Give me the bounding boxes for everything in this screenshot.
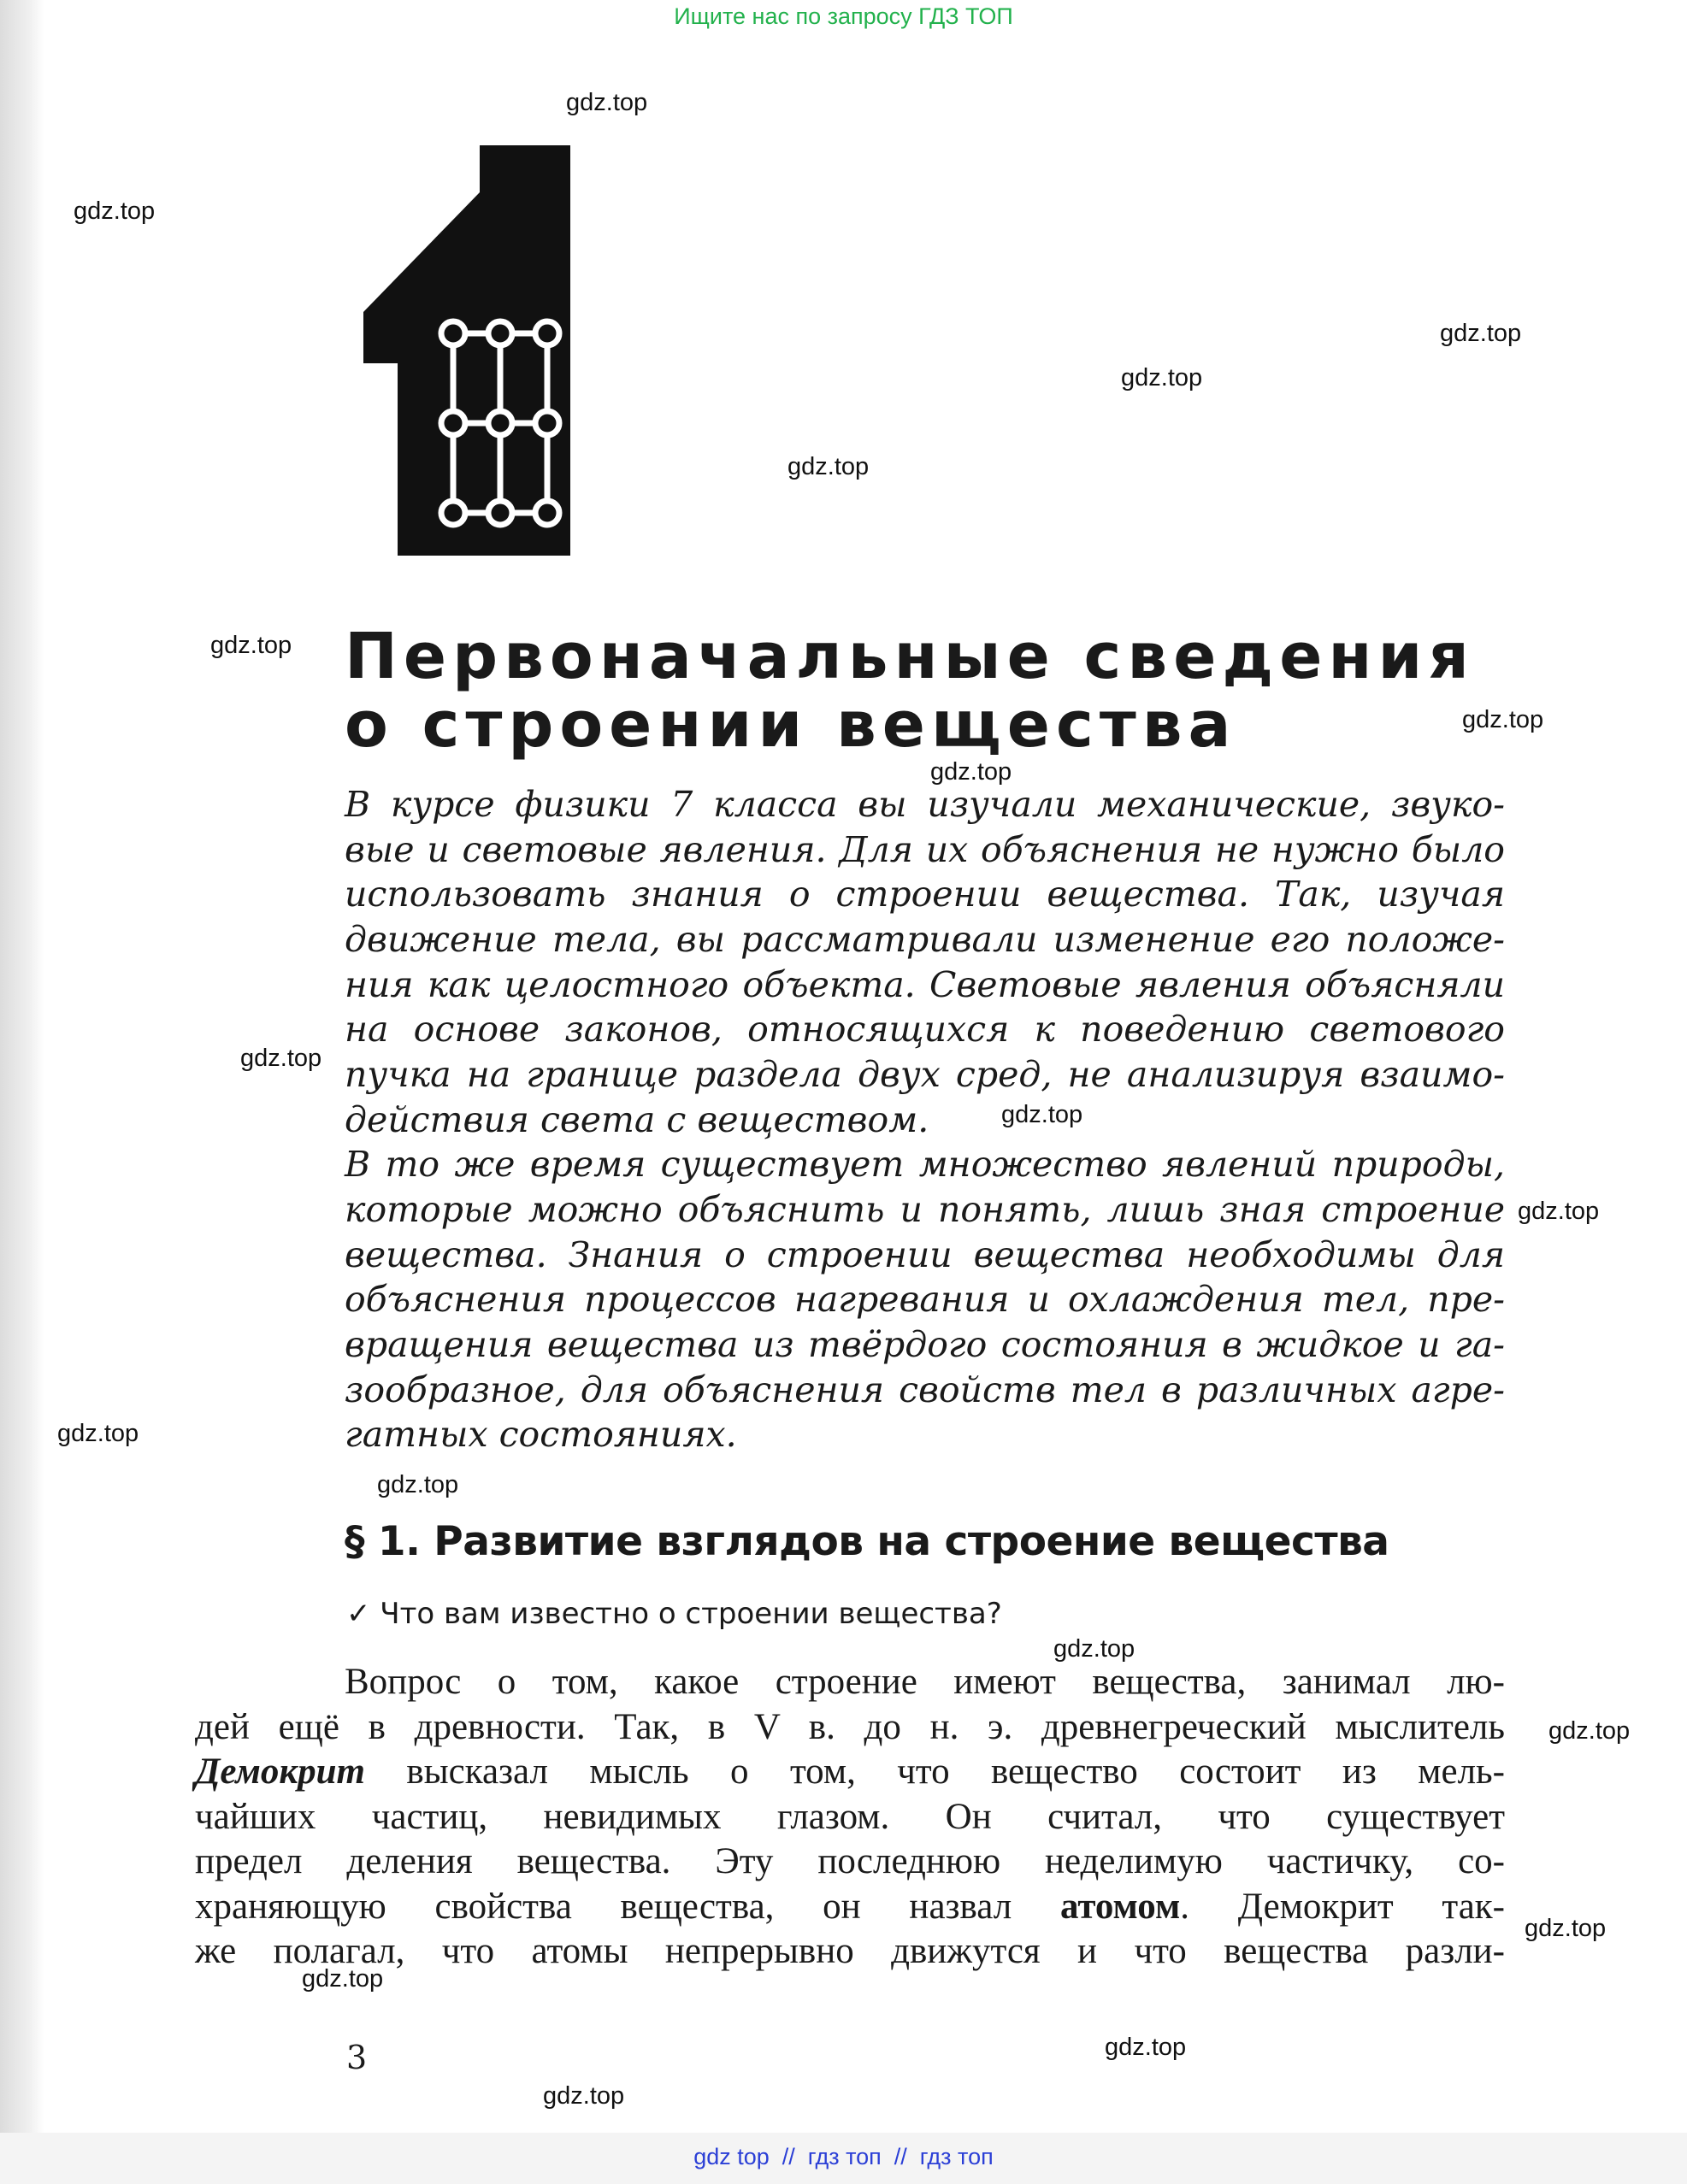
watermark: gdz.top bbox=[210, 632, 292, 659]
body-line: чайших частиц, невидимых глазом. Он считал, что существует bbox=[195, 1797, 1505, 1837]
chapter-number-shape bbox=[363, 145, 570, 556]
body-line bbox=[195, 1750, 1505, 1794]
watermark: gdz.top bbox=[1525, 1915, 1607, 1942]
body-line: дей ещё в древности. Так, в V в. до н. э. древнегреческий мыслитель bbox=[195, 1707, 1505, 1747]
watermark: gdz.top bbox=[1053, 1635, 1135, 1663]
body-line bbox=[195, 1885, 1505, 1929]
intro-line: зообразное, для объяснения свойств тел в различных агре- bbox=[345, 1369, 1505, 1410]
warmup-question: ✓ Что вам известно о строении вещества? bbox=[346, 1597, 1002, 1631]
watermark: gdz.top bbox=[1440, 320, 1522, 347]
intro-line: гатных состояниях. bbox=[345, 1414, 737, 1455]
watermark: gdz.top bbox=[1105, 2034, 1187, 2061]
body-line: Вопрос о том, какое строение имеют вещества, занимал лю- bbox=[345, 1662, 1505, 1702]
watermark: gdz.top bbox=[1121, 364, 1203, 391]
watermark: gdz.top bbox=[302, 1965, 384, 1993]
intro-line: объяснения процессов нагревания и охлаждения тел, пре- bbox=[345, 1279, 1505, 1320]
top-banner[interactable]: Ищите нас по запросу ГДЗ ТОП bbox=[674, 3, 1013, 29]
watermark: gdz.top bbox=[566, 89, 648, 116]
watermark: gdz.top bbox=[1548, 1717, 1631, 1745]
body-text-run: высказал мысль о том, что вещество состоит из мель- bbox=[365, 1751, 1505, 1792]
watermark: gdz.top bbox=[543, 2082, 625, 2110]
intro-line: ния как целостного объекта. Световые явления объясняли bbox=[345, 964, 1505, 1005]
intro-line: которые можно объяснить и понять, лишь зная строение bbox=[345, 1189, 1505, 1230]
watermark: gdz.top bbox=[377, 1471, 459, 1498]
body-text-run: храняющую свойства вещества, он назвал bbox=[195, 1887, 1060, 1927]
body-text-run: . Демокрит так- bbox=[1180, 1887, 1505, 1927]
chapter-number-logo bbox=[363, 141, 577, 560]
watermark: gdz.top bbox=[1462, 706, 1544, 733]
body-line: предел деления вещества. Эту последнюю неделимую частичку, со- bbox=[195, 1841, 1505, 1881]
intro-line: действия света с веществом. bbox=[345, 1099, 929, 1140]
section-title: § 1. Развитие взглядов на строение вещества bbox=[345, 1518, 1389, 1565]
watermark: gdz.top bbox=[1001, 1101, 1083, 1128]
intro-line: вые и световые явления. Для их объяснения не нужно было bbox=[345, 829, 1505, 870]
footer-links[interactable]: gdz top // гдз топ // гдз топ bbox=[693, 2144, 994, 2169]
intro-line: В то же время существует множество явлений природы, bbox=[345, 1144, 1505, 1185]
intro-line: вращения вещества из твёрдого состояния в жидкое и га- bbox=[345, 1324, 1505, 1365]
intro-line: использовать знания о строении вещества. Так, изучая bbox=[345, 874, 1505, 915]
watermark: gdz.top bbox=[57, 1420, 139, 1447]
intro-line: движение тела, вы рассматривали изменение его положе- bbox=[345, 919, 1505, 960]
watermark: gdz.top bbox=[74, 197, 156, 225]
page-number: 3 bbox=[346, 2039, 368, 2076]
watermark: gdz.top bbox=[787, 453, 870, 480]
intro-line: пучка на границе раздела двух сред, не анализируя взаимо- bbox=[345, 1054, 1505, 1095]
intro-line: на основе законов, относящихся к поведению светового bbox=[345, 1009, 1505, 1050]
body-line: же полагал, что атомы непрерывно движутся и что вещества разли- bbox=[195, 1931, 1505, 1971]
person-name: Демокрит bbox=[195, 1751, 366, 1792]
intro-line: вещества. Знания о строении вещества необходимы для bbox=[345, 1234, 1505, 1275]
scan-edge bbox=[0, 0, 44, 2184]
chapter-title-line-2: о строении вещества bbox=[345, 688, 1237, 762]
key-term: атомом bbox=[1059, 1887, 1181, 1927]
watermark: gdz.top bbox=[240, 1045, 322, 1072]
watermark: gdz.top bbox=[1518, 1198, 1600, 1225]
chapter-title-line-1: Первоначальные сведения bbox=[345, 620, 1475, 693]
intro-line: В курсе физики 7 класса вы изучали механические, звуко- bbox=[345, 784, 1505, 825]
watermark: gdz.top bbox=[930, 758, 1012, 786]
